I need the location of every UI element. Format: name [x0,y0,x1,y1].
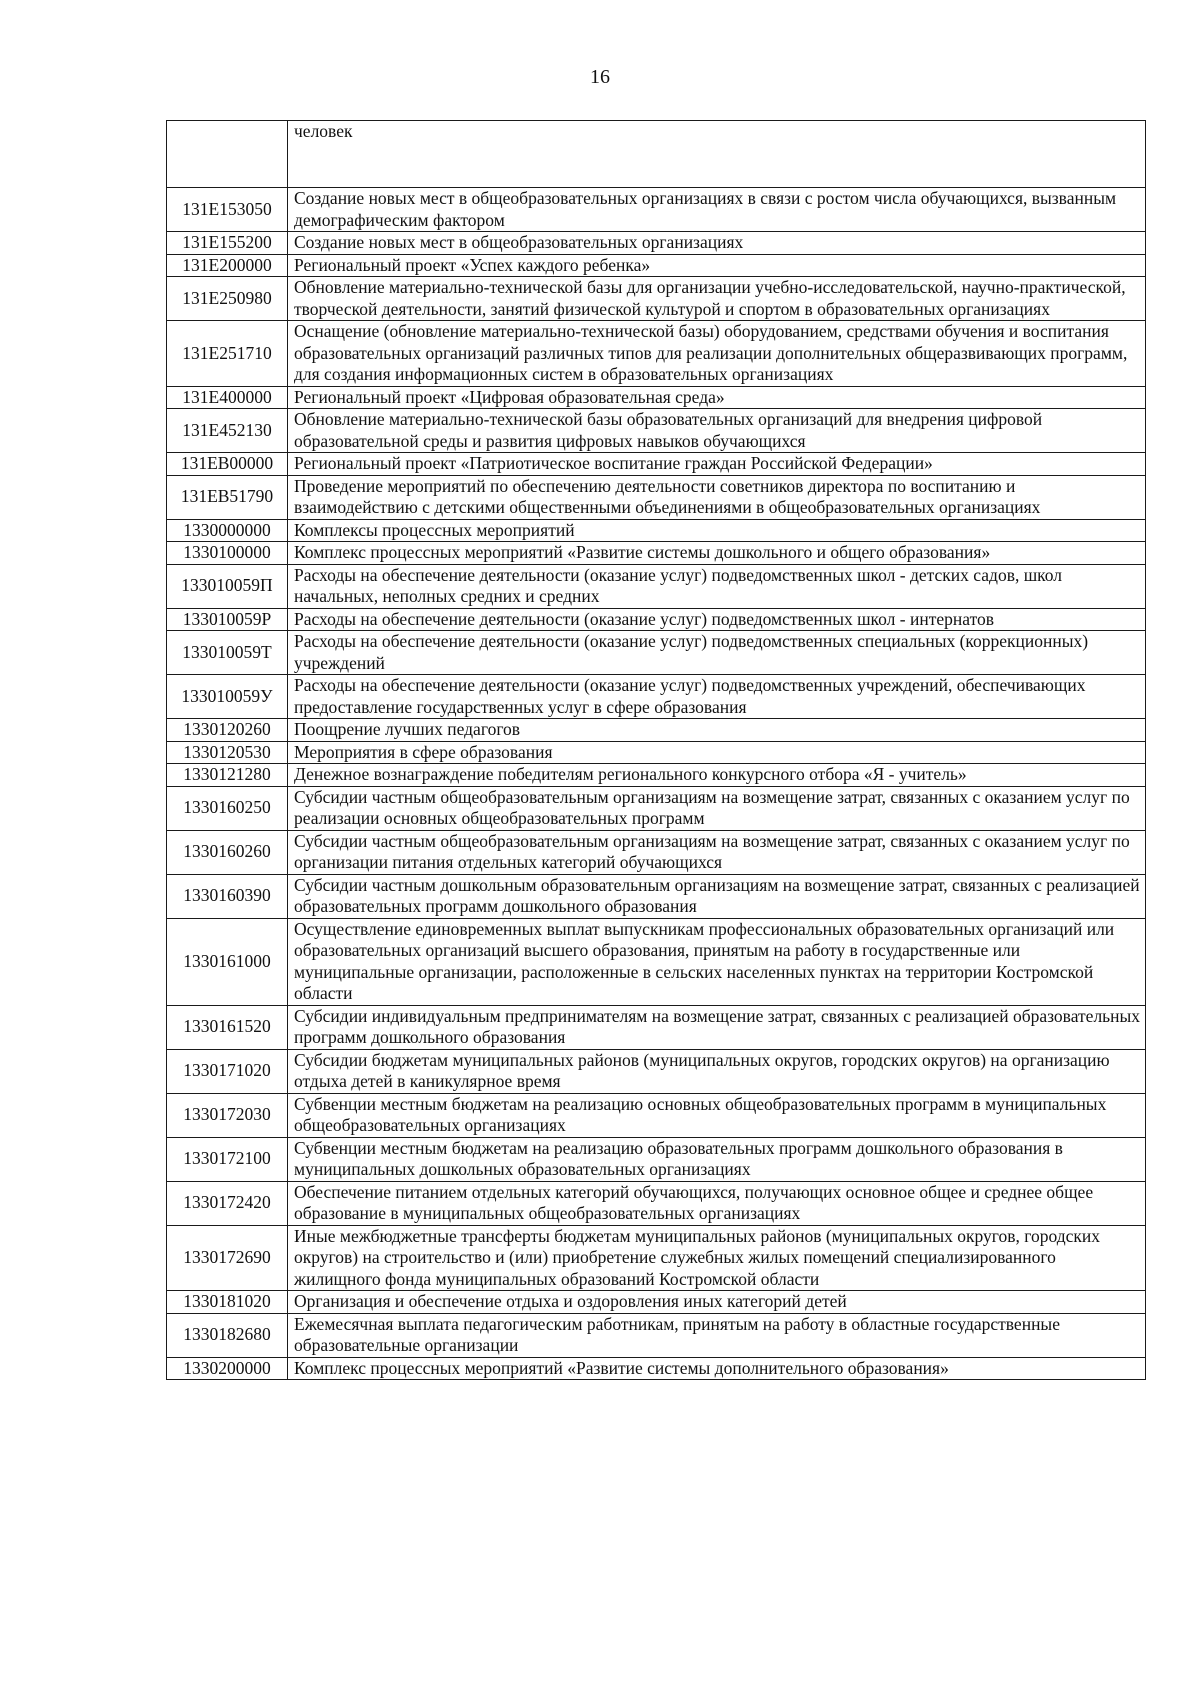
row-description-cell: Обновление материально-технической базы для организации учебно-исследовательской, научно-практической, творческой деятельности, занятий физической культурой и спортом в образовательных организациях [288,277,1146,321]
row-description-cell: человек [288,121,1146,188]
page-number: 16 [590,66,610,88]
row-code-cell: 131EB00000 [167,453,288,476]
row-description-cell: Расходы на обеспечение деятельности (оказание услуг) подведомственных учреждений, обеспечивающих предоставление государственных услуг в сфере образования [288,675,1146,719]
row-description-cell: Оснащение (обновление материально-технической базы) оборудованием, средствами обучения и воспитания образовательных организаций различных типов для реализации дополнительных общеразвивающих программ, для создания информационных систем в образовательных организациях [288,321,1146,387]
table-row [167,1181,1146,1225]
table-row [167,631,1146,675]
table-row [167,874,1146,918]
row-description-cell: Региональный проект «Цифровая образовательная среда» [288,386,1146,409]
row-code-cell: 131E153050 [167,188,288,232]
table-row [167,564,1146,608]
table-row [167,542,1146,565]
row-description-cell: Субсидии бюджетам муниципальных районов (муниципальных округов, городских округов) на организацию отдыха детей в каникулярное время [288,1049,1146,1093]
row-description-cell: Расходы на обеспечение деятельности (оказание услуг) подведомственных школ - интернатов [288,608,1146,631]
row-description-cell: Обеспечение питанием отдельных категорий обучающихся, получающих основное общее и среднее общее образование в муниципальных общеобразовательных организациях [288,1181,1146,1225]
row-description-cell: Комплексы процессных мероприятий [288,519,1146,542]
row-code-cell: 1330181020 [167,1291,288,1314]
row-description-cell: Ежемесячная выплата педагогическим работникам, принятым на работу в областные государственные образовательные организации [288,1313,1146,1357]
table-row [167,188,1146,232]
table-row [167,1313,1146,1357]
row-description-cell: Субсидии частным общеобразовательным организациям на возмещение затрат, связанных с оказанием услуг по организации питания отдельных категорий обучающихся [288,830,1146,874]
row-code-cell: 131EB51790 [167,475,288,519]
row-code-cell: 131E155200 [167,232,288,255]
row-code-cell: 1330182680 [167,1313,288,1357]
row-code-cell: 1330121280 [167,764,288,787]
table-row [167,786,1146,830]
row-code-cell: 1330100000 [167,542,288,565]
row-code-cell: 131E200000 [167,254,288,277]
table-row [167,232,1146,255]
row-code-cell: 1330160390 [167,874,288,918]
row-code-cell: 1330000000 [167,519,288,542]
table-row [167,608,1146,631]
table-row [167,719,1146,742]
table-row [167,1225,1146,1291]
budget-classification-table [166,120,1146,1380]
row-code-cell: 1330120260 [167,719,288,742]
row-description-cell: Проведение мероприятий по обеспечению деятельности советников директора по воспитанию и взаимодействию с детскими общественными объединениями в общеобразовательных организациях [288,475,1146,519]
row-description-cell: Поощрение лучших педагогов [288,719,1146,742]
row-code-cell: 131E251710 [167,321,288,387]
row-code-cell: 131E400000 [167,386,288,409]
table-row [167,918,1146,1005]
row-code-cell: 131E250980 [167,277,288,321]
table-row [167,1049,1146,1093]
table-row [167,1137,1146,1181]
row-description-cell: Региональный проект «Патриотическое воспитание граждан Российской Федерации» [288,453,1146,476]
row-description-cell: Осуществление единовременных выплат выпускникам профессиональных образовательных организаций или образовательных организаций высшего образования, принятым на работу в государственные или муниципальные организации, расположенные в сельских населенных пунктах на территории Костромской области [288,918,1146,1005]
row-code-cell: 1330172420 [167,1181,288,1225]
table-row [167,675,1146,719]
row-description-cell: Денежное вознаграждение победителям регионального конкурсного отбора «Я - учитель» [288,764,1146,787]
row-description-cell: Субсидии индивидуальным предпринимателям на возмещение затрат, связанных с реализацией образовательных программ дошкольного образования [288,1005,1146,1049]
row-code-cell: 133010059П [167,564,288,608]
row-code-cell: 133010059Т [167,631,288,675]
row-description-cell: Субсидии частным дошкольным образовательным организациям на возмещение затрат, связанных с реализацией образовательных программ дошкольного образования [288,874,1146,918]
row-code-cell: 1330200000 [167,1357,288,1380]
row-code-cell: 1330172690 [167,1225,288,1291]
row-code-cell: 1330160250 [167,786,288,830]
table-row [167,1291,1146,1314]
table-row [167,277,1146,321]
row-code-cell: 1330161000 [167,918,288,1005]
row-description-cell: Создание новых мест в общеобразовательных организациях [288,232,1146,255]
row-code-cell: 133010059У [167,675,288,719]
table-row [167,519,1146,542]
row-description-cell: Комплекс процессных мероприятий «Развитие системы дополнительного образования» [288,1357,1146,1380]
row-code-cell: 133010059Р [167,608,288,631]
row-description-cell: Мероприятия в сфере образования [288,741,1146,764]
table-row [167,764,1146,787]
table-body [167,121,1146,1380]
row-description-cell: Расходы на обеспечение деятельности (оказание услуг) подведомственных специальных (коррекционных) учреждений [288,631,1146,675]
row-code-cell: 1330161520 [167,1005,288,1049]
row-description-cell: Субвенции местным бюджетам на реализацию основных общеобразовательных программ в муниципальных общеобразовательных организациях [288,1093,1146,1137]
table-row [167,1093,1146,1137]
row-code-cell [167,121,288,188]
table-row [167,453,1146,476]
row-code-cell: 131E452130 [167,409,288,453]
row-code-cell: 1330172030 [167,1093,288,1137]
row-description-cell: Региональный проект «Успех каждого ребенка» [288,254,1146,277]
row-description-cell: Создание новых мест в общеобразовательных организациях в связи с ростом числа обучающихся, вызванным демографическим фактором [288,188,1146,232]
row-description-cell: Иные межбюджетные трансферты бюджетам муниципальных районов (муниципальных округов, городских округов) на строительство и (или) приобретение служебных жилых помещений специализированного жилищного фонда муниципальных образований Костромской области [288,1225,1146,1291]
table-row [167,830,1146,874]
table-row [167,254,1146,277]
table-row [167,321,1146,387]
row-code-cell: 1330120530 [167,741,288,764]
row-code-cell: 1330171020 [167,1049,288,1093]
row-description-cell: Комплекс процессных мероприятий «Развитие системы дошкольного и общего образования» [288,542,1146,565]
table-row [167,1005,1146,1049]
table-row [167,1357,1146,1380]
table-row [167,386,1146,409]
row-description-cell: Организация и обеспечение отдыха и оздоровления иных категорий детей [288,1291,1146,1314]
table-row [167,741,1146,764]
row-description-cell: Обновление материально-технической базы образовательных организаций для внедрения цифровой образовательной среды и развития цифровых навыков обучающихся [288,409,1146,453]
table-row [167,475,1146,519]
row-code-cell: 1330172100 [167,1137,288,1181]
table-row [167,121,1146,188]
row-description-cell: Расходы на обеспечение деятельности (оказание услуг) подведомственных школ - детских садов, школ начальных, неполных средних и средних [288,564,1146,608]
row-description-cell: Субвенции местным бюджетам на реализацию образовательных программ дошкольного образования в муниципальных дошкольных образовательных организациях [288,1137,1146,1181]
row-code-cell: 1330160260 [167,830,288,874]
table-row [167,409,1146,453]
row-description-cell: Субсидии частным общеобразовательным организациям на возмещение затрат, связанных с оказанием услуг по реализации основных общеобразовательных программ [288,786,1146,830]
